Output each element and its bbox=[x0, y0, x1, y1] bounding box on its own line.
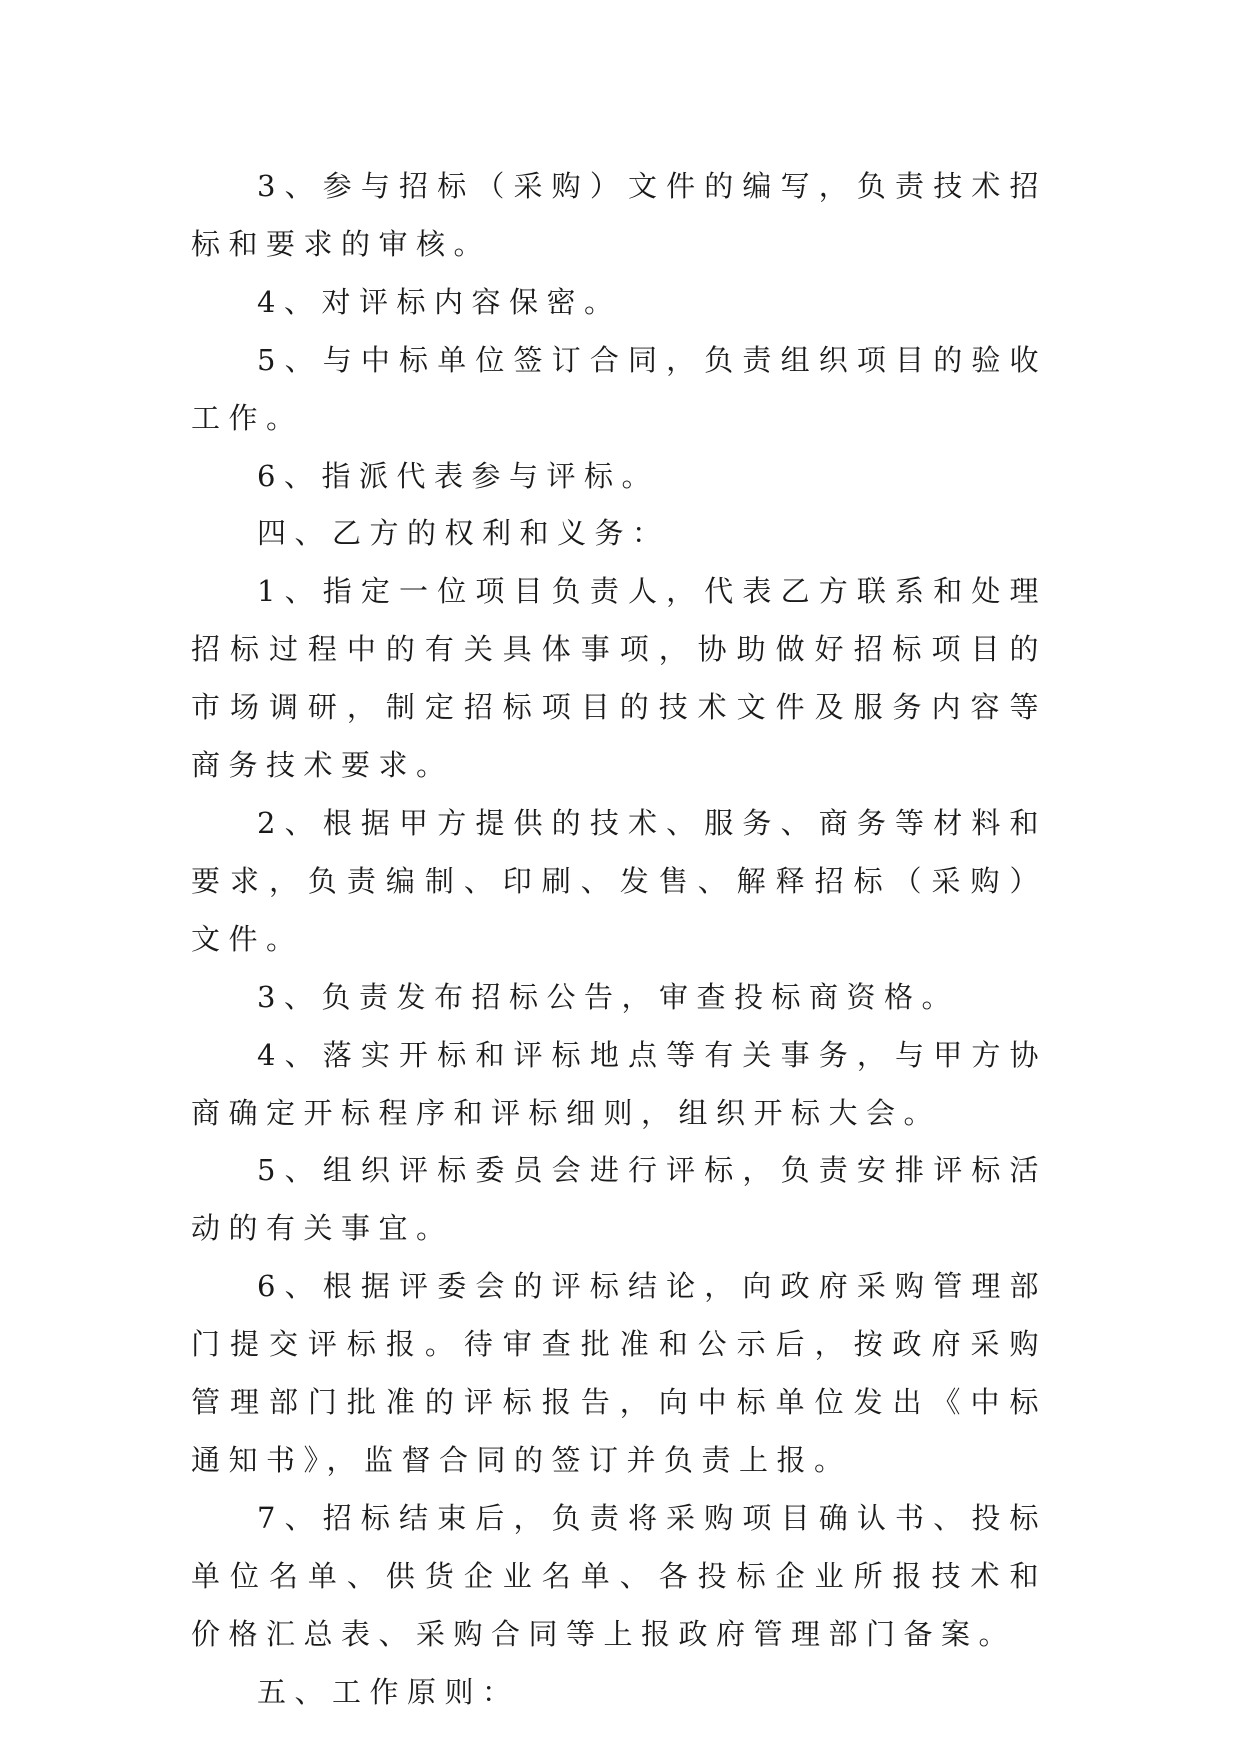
paragraph-b-item-7: 7、招标结束后，负责将采购项目确认书、投标单位名单、供货企业名单、各投标企业所报技术和价格汇总表、采购合同等上报政府管理部门备案。 bbox=[191, 1500, 1047, 1651]
paragraph-b-item-4: 4、落实开标和评标地点等有关事务，与甲方协商确定开标程序和评标细则，组织开标大会。 bbox=[191, 1037, 1047, 1130]
document-body bbox=[191, 158, 1047, 1721]
paragraph-item-5-contract: 5、与中标单位签订合同，负责组织项目的验收工作。 bbox=[191, 342, 1047, 435]
section-heading-party-b-rights: 四、乙方的权利和义务： bbox=[257, 516, 670, 551]
paragraph-b-item-6: 6、根据评委会的评标结论，向政府采购管理部门提交评标报。待审查批准和公示后，按政府采购管理部门批准的评标报告，向中标单位发出《中标通知书》，监督合同的签订并负责上报。 bbox=[191, 1269, 1047, 1477]
paragraph-b-item-3: 3、负责发布招标公告，审查投标商资格。 bbox=[257, 979, 959, 1014]
paragraph-item-3-drafting: 3、参与招标（采购）文件的编写，负责技术招标和要求的审核。 bbox=[191, 169, 1047, 261]
paragraph-item-4-confidentiality: 4、对评标内容保密。 bbox=[257, 284, 622, 319]
paragraph-b-item-5: 5、组织评标委员会进行评标，负责安排评标活动的有关事宜。 bbox=[191, 1153, 1047, 1246]
paragraph-b-item-2: 2、根据甲方提供的技术、服务、商务等材料和要求，负责编制、印刷、发售、解释招标（采购）文件。 bbox=[191, 805, 1047, 956]
section-heading-work-principles: 五、工作原则： bbox=[257, 1674, 520, 1709]
paragraph-item-6-delegate: 6、指派代表参与评标。 bbox=[257, 458, 659, 493]
paragraph-b-item-1: 1、指定一位项目负责人，代表乙方联系和处理招标过程中的有关具体事项，协助做好招标项目的市场调研，制定招标项目的技术文件及服务内容等商务技术要求。 bbox=[191, 574, 1047, 783]
